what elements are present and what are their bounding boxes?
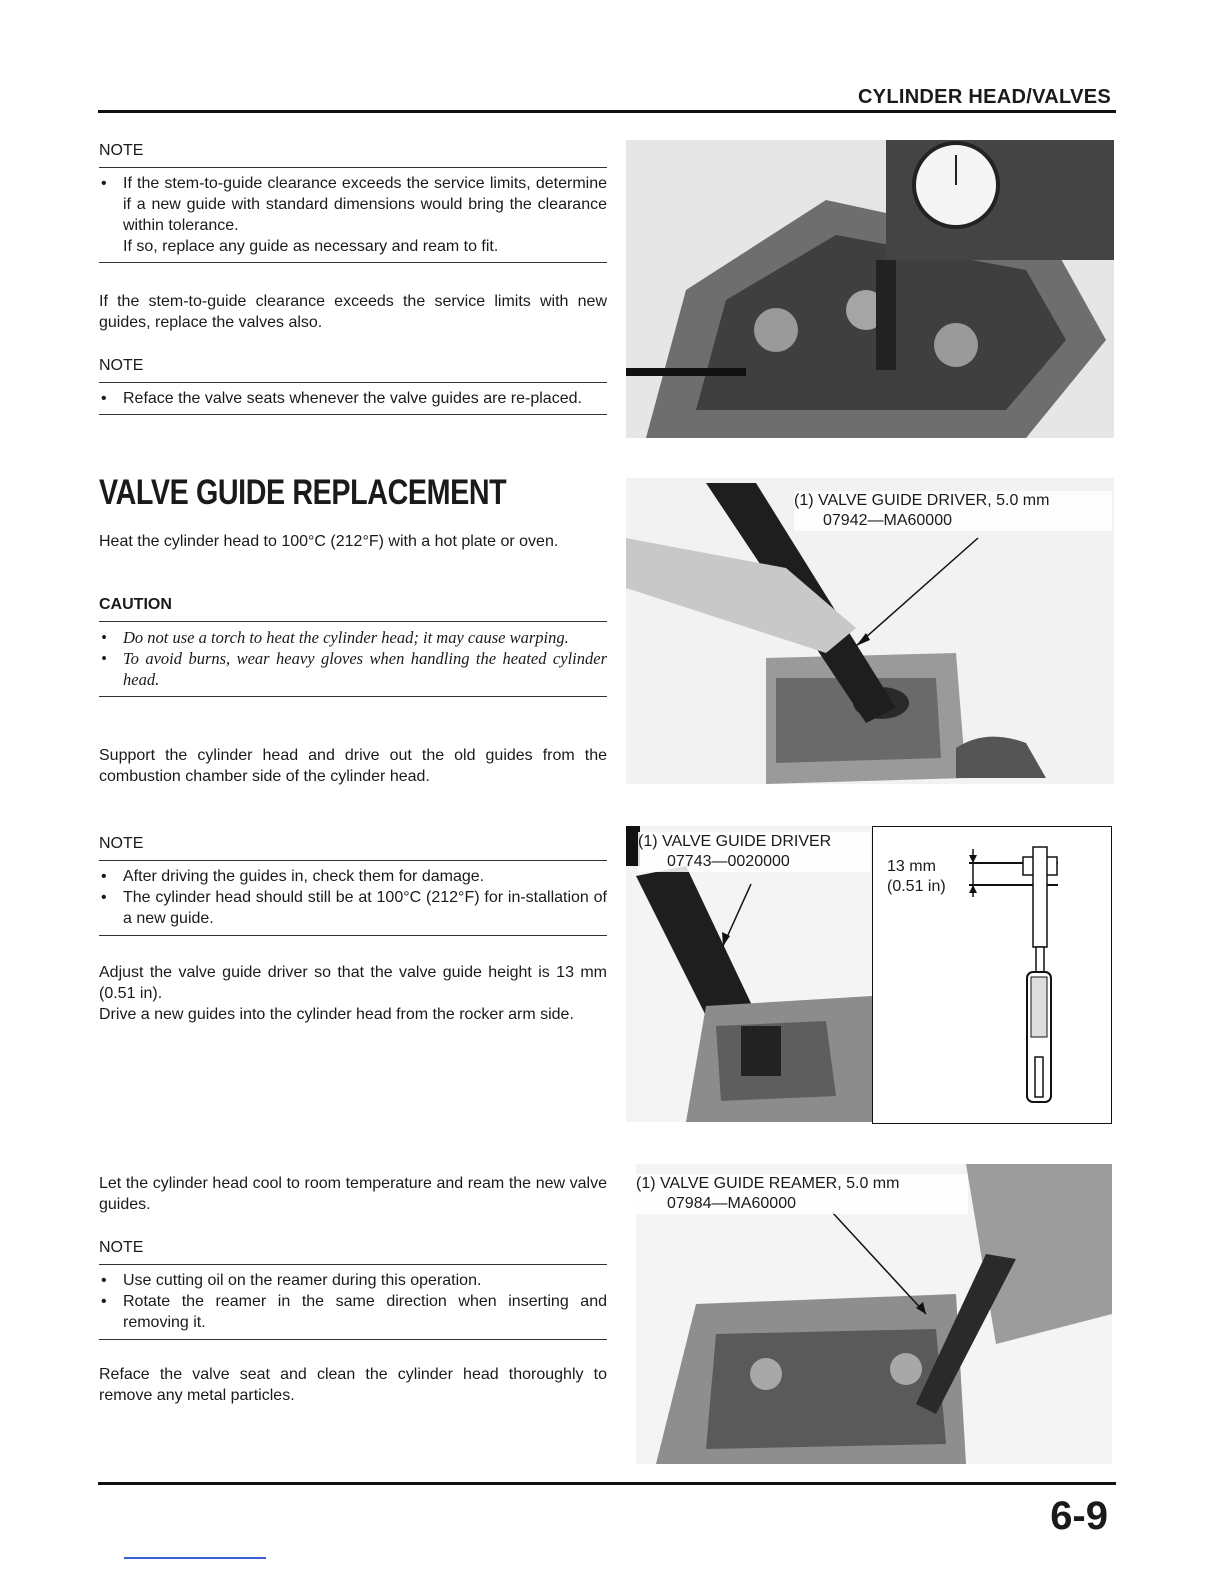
callout-part-number: 07743—0020000: [667, 853, 790, 870]
paragraph: Drive a new guides into the cylinder head from the rocker arm side.: [99, 1006, 574, 1023]
note-label: NOTE: [99, 357, 144, 374]
divider: [99, 860, 607, 861]
list-item: • The cylinder head should still be at 100°C (212°F) for in-stallation of a new guide.: [99, 887, 607, 929]
caution-list: [99, 627, 607, 690]
note-label: NOTE: [99, 142, 144, 159]
top-rule: [98, 110, 1116, 113]
replace-valves-block: [99, 291, 607, 333]
note-label: NOTE: [99, 1239, 144, 1256]
dimension-in: (0.51 in): [887, 878, 946, 895]
callout-valve-guide-reamer: [636, 1174, 968, 1214]
callout-part-number: 07984—MA60000: [667, 1195, 796, 1212]
divider: [99, 935, 607, 936]
paragraph: Adjust the valve guide driver so that the valve guide height is 13 mm (0.51 in).: [99, 964, 607, 1002]
callout-line: (1) VALVE GUIDE DRIVER: [638, 833, 832, 850]
paragraph: Reface the valve seat and clean the cylinder head thoroughly to remove any metal particles.: [99, 1366, 607, 1404]
divider: [99, 262, 607, 263]
bottom-rule: [98, 1482, 1116, 1485]
paragraph: Let the cylinder head cool to room temperature and ream the new valve guides.: [99, 1175, 607, 1213]
divider: [99, 696, 607, 697]
caution-block: [99, 594, 607, 697]
footer-link-underline[interactable]: [124, 1557, 266, 1559]
list-item: • Use cutting oil on the reamer during this operation.: [99, 1270, 607, 1291]
paragraph: Support the cylinder head and drive out the old guides from the combustion chamber side of the cylinder head.: [99, 747, 607, 785]
note-list: [99, 866, 607, 929]
note-label: NOTE: [99, 835, 144, 852]
list-item-extra: If so, replace any guide as necessary and ream to fit.: [123, 238, 499, 255]
reface-paragraph-block: [99, 1364, 607, 1406]
cool-paragraph-block: [99, 1173, 607, 1215]
support-paragraph-block: [99, 745, 607, 787]
divider: [99, 167, 607, 168]
list-item: • Rotate the reamer in the same direction when inserting and removing it.: [99, 1291, 607, 1333]
callout-part-number: 07942—MA60000: [823, 512, 952, 529]
callout-line: (1) VALVE GUIDE REAMER, 5.0 mm: [636, 1175, 900, 1192]
divider: [99, 382, 607, 383]
note-block-3: [99, 833, 607, 936]
note-list: [99, 1270, 607, 1333]
list-item: • Do not use a torch to heat the cylinder head; it may cause warping.: [99, 627, 607, 648]
paragraph: Heat the cylinder head to 100°C (212°F) with a hot plate or oven.: [99, 533, 559, 550]
list-item: • If the stem-to-guide clearance exceeds the service limits, determine if a new guide with standard dimensions would bring the clearance within tolerance. If so, replace any guide as necessary and ream to fit.: [99, 173, 607, 257]
list-item: • Reface the valve seats whenever the valve guides are re-placed.: [99, 388, 607, 409]
photo-dial-gauge-drawing: [626, 140, 1114, 438]
note-list: [99, 173, 607, 257]
divider: [99, 1264, 607, 1265]
caliper-diagram: [872, 826, 1112, 1124]
adjust-paragraph-block: [99, 962, 607, 1025]
callout-valve-guide-driver: [638, 832, 870, 872]
page-number: 6-9: [1050, 1494, 1108, 1538]
note-block-4: [99, 1237, 607, 1340]
heat-paragraph-block: [99, 531, 607, 552]
note-block-2: [99, 355, 607, 415]
divider: [99, 621, 607, 622]
photo-dial-gauge: [626, 140, 1114, 438]
divider: [99, 1339, 607, 1340]
dimension-label: [887, 857, 946, 897]
list-item: • After driving the guides in, check them for damage.: [99, 866, 607, 887]
note-list: [99, 388, 607, 409]
caution-label: CAUTION: [99, 596, 172, 613]
note-block-1: [99, 140, 607, 263]
list-item: • To avoid burns, wear heavy gloves when handling the heated cylinder head.: [99, 648, 607, 690]
divider: [99, 414, 607, 415]
section-title: VALVE GUIDE REPLACEMENT: [99, 473, 507, 512]
section-header: CYLINDER HEAD/VALVES: [857, 86, 1111, 108]
callout-line: (1) VALVE GUIDE DRIVER, 5.0 mm: [794, 492, 1050, 509]
dimension-mm: 13 mm: [887, 858, 936, 875]
callout-valve-guide-driver-5mm: [794, 491, 1112, 531]
paragraph: If the stem-to-guide clearance exceeds the service limits with new guides, replace the valves also.: [99, 293, 607, 331]
